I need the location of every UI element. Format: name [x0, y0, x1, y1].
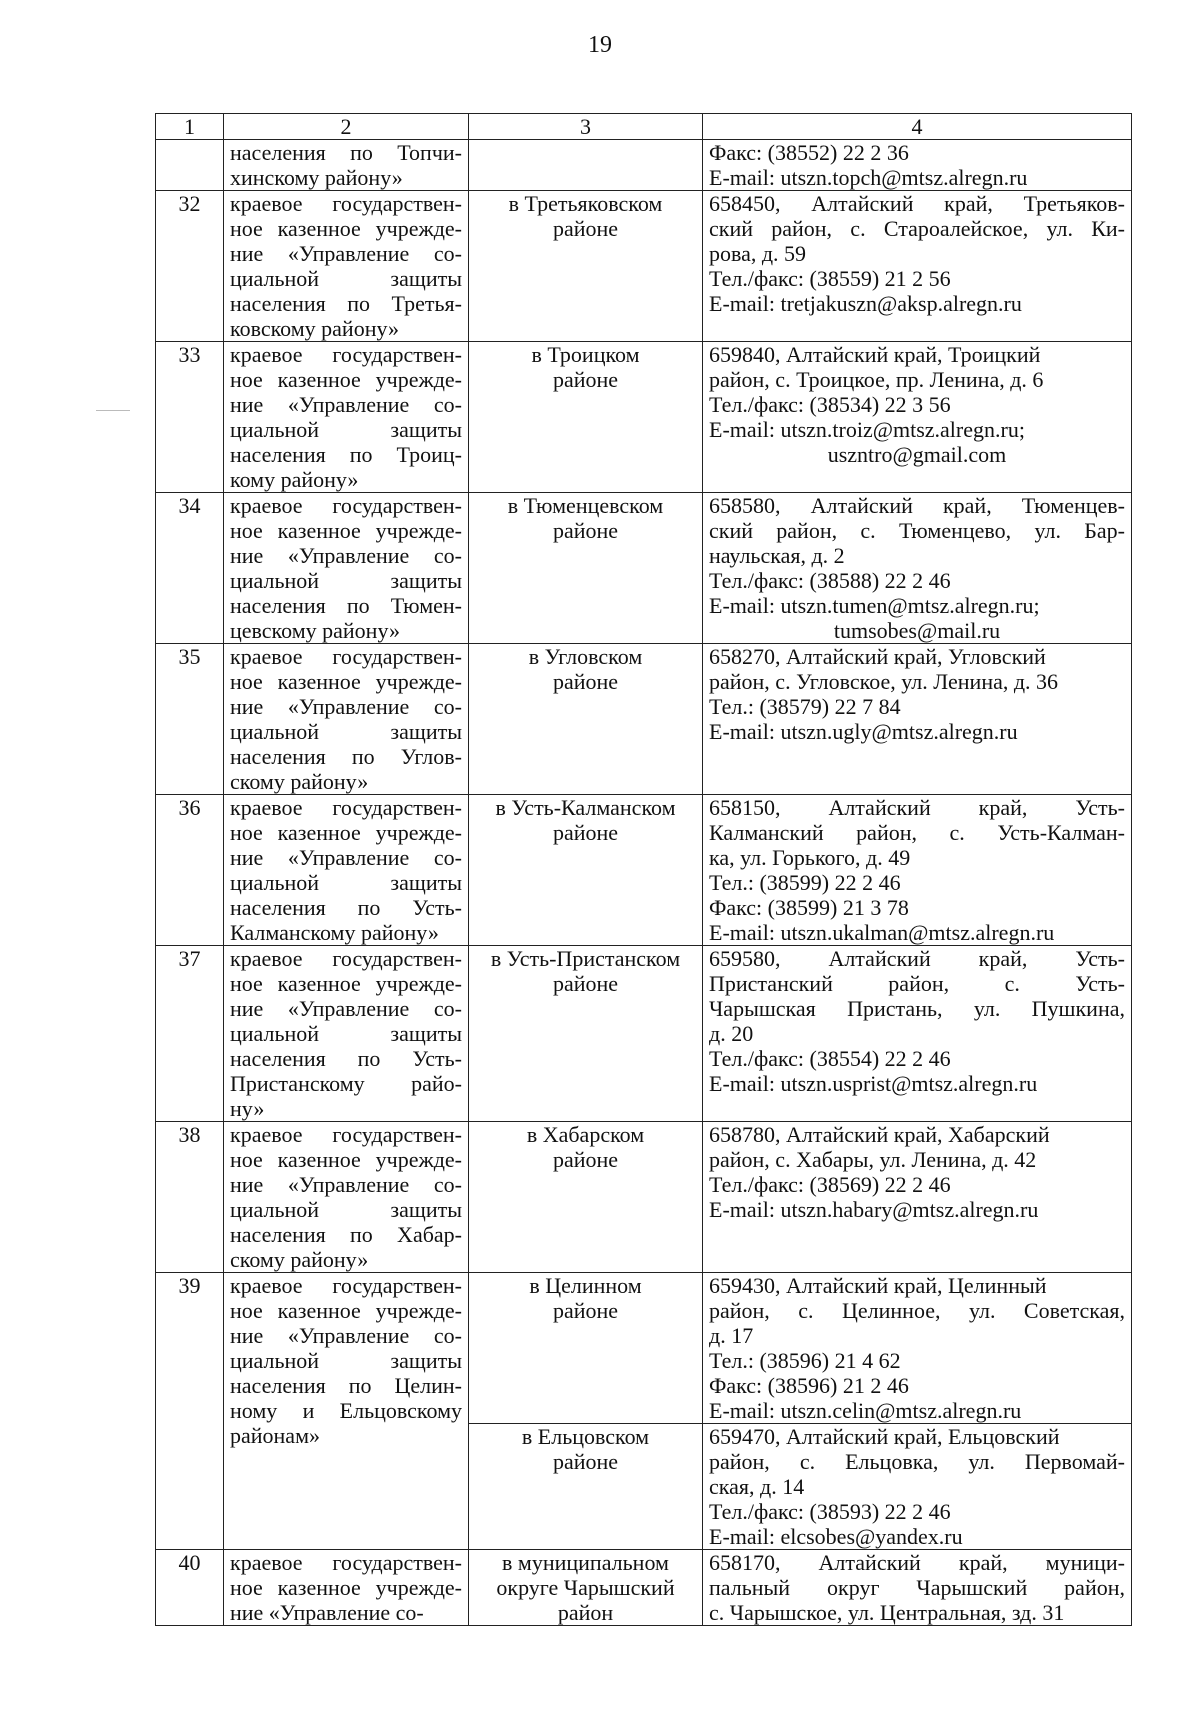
contact-info	[703, 1424, 1132, 1550]
institution-name	[224, 1273, 469, 1550]
name-line: кому району»	[230, 467, 359, 492]
name-line: ное казенное учрежде-	[230, 971, 462, 996]
table-row	[156, 140, 1132, 191]
name-line: населения по Углов-	[230, 744, 462, 769]
district-line: в Угловском	[528, 644, 643, 669]
name-line: ние «Управление со-	[230, 1323, 462, 1348]
name-line: ное казенное учрежде-	[230, 216, 462, 241]
contact-line: Тел./факс: (38559) 21 2 56	[709, 266, 951, 291]
contact-line[interactable]: E-mail: utszn.celin@mtsz.alregn.ru	[709, 1398, 1022, 1423]
district	[469, 191, 703, 342]
name-line: краевое государствен-	[230, 946, 462, 971]
contact-line: 658780, Алтайский край, Хабарский	[709, 1122, 1050, 1147]
contact-line: ка, ул. Горького, д. 49	[709, 845, 911, 870]
district-line: в Хабарском	[526, 1122, 645, 1147]
contact-line: район, с. Хабары, ул. Ленина, д. 42	[709, 1147, 1037, 1172]
contact-line[interactable]: E-mail: utszn.topch@mtsz.alregn.ru	[709, 165, 1028, 190]
name-line: населения по Топчи-	[230, 140, 462, 165]
name-line: ное казенное учрежде-	[230, 820, 462, 845]
institution-name	[224, 1122, 469, 1273]
contact-line: 658270, Алтайский край, Угловский	[709, 644, 1046, 669]
institution-name	[224, 1550, 469, 1626]
contact-info	[703, 644, 1132, 795]
name-line: ние «Управление со-	[230, 996, 462, 1021]
district	[469, 140, 703, 191]
name-line: населения по Усть-	[230, 895, 462, 920]
name-line: ние «Управление со-	[230, 1600, 424, 1625]
contact-info	[703, 191, 1132, 342]
contact-line: Чарышская Пристань, ул. Пушкина,	[709, 996, 1125, 1021]
table-row	[156, 493, 1132, 644]
name-line: краевое государствен-	[230, 1550, 462, 1575]
contact-line: Тел.: (38599) 22 2 46	[709, 870, 901, 895]
contact-line: ский район, с. Староалейское, ул. Ки-	[709, 216, 1125, 241]
district-line: районе	[552, 669, 619, 694]
contact-info	[703, 1273, 1132, 1424]
page-number: 19	[588, 32, 612, 58]
institution-name	[224, 342, 469, 493]
margin-mark	[96, 410, 130, 411]
district-line: в Ельцовском	[521, 1424, 650, 1449]
contact-line: район, с. Ельцовка, ул. Первомай-	[709, 1449, 1125, 1474]
name-line: ние «Управление со-	[230, 241, 462, 266]
contact-line[interactable]: E-mail: elcsobes@yandex.ru	[709, 1524, 963, 1549]
contact-line: Факс: (38599) 21 3 78	[709, 895, 909, 920]
contact-line: Тел./факс: (38569) 22 2 46	[709, 1172, 951, 1197]
contact-line: 659580, Алтайский край, Усть-	[709, 946, 1125, 971]
district	[469, 644, 703, 795]
contact-line: рова, д. 59	[709, 241, 807, 266]
district-line: в Усть-Пристанском	[490, 946, 681, 971]
contact-line: пальный округ Чарышский район,	[709, 1575, 1125, 1600]
name-line: ное казенное учрежде-	[230, 367, 462, 392]
contact-line: Пристанский район, с. Усть-	[709, 971, 1125, 996]
row-number: 37	[156, 946, 224, 1122]
district-line: районе	[552, 518, 619, 543]
table-row	[156, 946, 1132, 1122]
name-line: населения по Троиц-	[230, 442, 462, 467]
contact-line[interactable]: uszntro@gmail.com	[827, 442, 1007, 467]
name-line: циальной защиты	[230, 568, 462, 593]
row-number	[156, 140, 224, 191]
district	[469, 946, 703, 1122]
contact-line: район, с. Угловское, ул. Ленина, д. 36	[709, 669, 1059, 694]
contact-line[interactable]: E-mail: tretjakuszn@aksp.alregn.ru	[709, 291, 1022, 316]
contact-line: д. 20	[709, 1021, 754, 1046]
table-row	[156, 191, 1132, 342]
contact-line: ская, д. 14	[709, 1474, 805, 1499]
table-row	[156, 1273, 1132, 1424]
name-line: краевое государствен-	[230, 1273, 462, 1298]
name-line: скому району»	[230, 769, 369, 794]
district	[469, 1273, 703, 1424]
contact-line: Тел./факс: (38554) 22 2 46	[709, 1046, 951, 1071]
name-line: Пристанскому райо-	[230, 1071, 462, 1096]
name-line: ну»	[230, 1096, 265, 1121]
table-row	[156, 342, 1132, 493]
contact-line: район, с. Целинное, ул. Советская,	[709, 1298, 1125, 1323]
table-header-row	[156, 114, 1132, 140]
contact-line: 658450, Алтайский край, Третьяков-	[709, 191, 1125, 216]
contact-line: 659470, Алтайский край, Ельцовский	[709, 1424, 1060, 1449]
contact-line: Факс: (38552) 22 2 36	[709, 140, 909, 165]
district-line: в муниципальном	[502, 1550, 669, 1575]
name-line: ние «Управление со-	[230, 1172, 462, 1197]
name-line: населения по Хабар-	[230, 1222, 462, 1247]
contact-line: наульская, д. 2	[709, 543, 845, 568]
contact-line: ский район, с. Тюменцево, ул. Бар-	[709, 518, 1125, 543]
name-line: цевскому району»	[230, 618, 400, 643]
district	[469, 1424, 703, 1550]
contact-info	[703, 493, 1132, 644]
contact-info	[703, 140, 1132, 191]
table-row	[156, 644, 1132, 795]
contact-line[interactable]: E-mail: utszn.ukalman@mtsz.alregn.ru	[709, 920, 1055, 945]
name-line: ковскому району»	[230, 316, 400, 341]
name-line: ное казенное учрежде-	[230, 1575, 462, 1600]
institution-name	[224, 140, 469, 191]
name-line: населения по Целин-	[230, 1373, 462, 1398]
contact-line: Тел./факс: (38593) 22 2 46	[709, 1499, 951, 1524]
row-number: 38	[156, 1122, 224, 1273]
name-line: циальной защиты	[230, 266, 462, 291]
district-line: район	[557, 1600, 614, 1625]
row-number: 35	[156, 644, 224, 795]
contact-line: Тел.: (38579) 22 7 84	[709, 694, 901, 719]
name-line: циальной защиты	[230, 1021, 462, 1046]
contact-line: Факс: (38596) 21 2 46	[709, 1373, 909, 1398]
contact-line: с. Чарышское, ул. Центральная, зд. 31	[709, 1600, 1065, 1625]
contact-line: д. 17	[709, 1323, 754, 1348]
name-line: краевое государствен-	[230, 191, 462, 216]
contact-line: 658170, Алтайский край, муници-	[709, 1550, 1125, 1575]
contact-line[interactable]: E-mail: utszn.usprist@mtsz.alregn.ru	[709, 1071, 1038, 1096]
institution-name	[224, 795, 469, 946]
district-line: районе	[552, 216, 619, 241]
name-line: краевое государствен-	[230, 795, 462, 820]
name-line: ние «Управление со-	[230, 845, 462, 870]
name-line: населения по Третья-	[230, 291, 462, 316]
district	[469, 1122, 703, 1273]
row-number: 34	[156, 493, 224, 644]
name-line: циальной защиты	[230, 1348, 462, 1373]
district-line: округе Чарышский	[496, 1575, 675, 1600]
row-number: 33	[156, 342, 224, 493]
contact-line: район, с. Троицкое, пр. Ленина, д. 6	[709, 367, 1044, 392]
contact-info	[703, 946, 1132, 1122]
name-line: хинскому району»	[230, 165, 403, 190]
column-header-3: 3	[469, 114, 703, 140]
name-line: населения по Усть-	[230, 1046, 462, 1071]
table-row	[156, 795, 1132, 946]
column-header-2: 2	[224, 114, 469, 140]
table-row	[156, 1550, 1132, 1626]
contact-line: 658150, Алтайский край, Усть-	[709, 795, 1125, 820]
contact-line[interactable]: E-mail: utszn.troiz@mtsz.alregn.ru;	[709, 417, 1025, 442]
name-line: ное казенное учрежде-	[230, 518, 462, 543]
name-line: скому району»	[230, 1247, 369, 1272]
name-line: краевое государствен-	[230, 493, 462, 518]
district	[469, 795, 703, 946]
name-line: ние «Управление со-	[230, 543, 462, 568]
contact-line[interactable]: tumsobes@mail.ru	[833, 618, 1001, 643]
institution-name	[224, 191, 469, 342]
contact-line: Тел./факс: (38588) 22 2 46	[709, 568, 951, 593]
contact-line[interactable]: E-mail: utszn.tumen@mtsz.alregn.ru;	[709, 593, 1040, 618]
institution-name	[224, 946, 469, 1122]
row-number: 32	[156, 191, 224, 342]
contact-line: Тел.: (38596) 21 4 62	[709, 1348, 901, 1373]
contact-line: Тел./факс: (38534) 22 3 56	[709, 392, 951, 417]
contact-line: 659430, Алтайский край, Целинный	[709, 1273, 1047, 1298]
district-line: в Тюменцевском	[507, 493, 664, 518]
district-line: районе	[552, 971, 619, 996]
name-line: ное казенное учрежде-	[230, 669, 462, 694]
row-number: 39	[156, 1273, 224, 1550]
district	[469, 493, 703, 644]
institution-name	[224, 493, 469, 644]
institution-name	[224, 644, 469, 795]
name-line: циальной защиты	[230, 417, 462, 442]
name-line: населения по Тюмен-	[230, 593, 462, 618]
contact-line: 659840, Алтайский край, Троицкий	[709, 342, 1041, 367]
name-line: Калманскому району»	[230, 920, 439, 945]
district-line: в Третьяковском	[508, 191, 663, 216]
contact-info	[703, 1122, 1132, 1273]
column-header-1: 1	[156, 114, 224, 140]
name-line: ние «Управление со-	[230, 694, 462, 719]
column-header-4: 4	[703, 114, 1132, 140]
district-line: районе	[552, 1147, 619, 1172]
district-line: районе	[552, 1298, 619, 1323]
contact-line[interactable]: E-mail: utszn.habary@mtsz.alregn.ru	[709, 1197, 1039, 1222]
district-line: в Троицком	[531, 342, 640, 367]
name-line: краевое государствен-	[230, 342, 462, 367]
contact-info	[703, 342, 1132, 493]
institutions-table	[155, 113, 1132, 1626]
name-line: ному и Ельцовскому	[230, 1398, 462, 1423]
name-line: ное казенное учрежде-	[230, 1147, 462, 1172]
district	[469, 342, 703, 493]
name-line: циальной защиты	[230, 1197, 462, 1222]
district-line: районе	[552, 1449, 619, 1474]
district-line: в Усть-Калманском	[495, 795, 676, 820]
name-line: циальной защиты	[230, 719, 462, 744]
row-number: 40	[156, 1550, 224, 1626]
contact-info	[703, 1550, 1132, 1626]
name-line: районам»	[230, 1423, 320, 1448]
contact-line: 658580, Алтайский край, Тюменцев-	[709, 493, 1125, 518]
contact-line: Калманский район, с. Усть-Калман-	[709, 820, 1125, 845]
district-line: в Целинном	[529, 1273, 642, 1298]
contact-info	[703, 795, 1132, 946]
name-line: циальной защиты	[230, 870, 462, 895]
name-line: ное казенное учрежде-	[230, 1298, 462, 1323]
district-line: районе	[552, 820, 619, 845]
name-line: краевое государствен-	[230, 644, 462, 669]
name-line: ние «Управление со-	[230, 392, 462, 417]
row-number: 36	[156, 795, 224, 946]
table-row	[156, 1122, 1132, 1273]
name-line: краевое государствен-	[230, 1122, 462, 1147]
district	[469, 1550, 703, 1626]
district-line: районе	[552, 367, 619, 392]
contact-line[interactable]: E-mail: utszn.ugly@mtsz.alregn.ru	[709, 719, 1018, 744]
